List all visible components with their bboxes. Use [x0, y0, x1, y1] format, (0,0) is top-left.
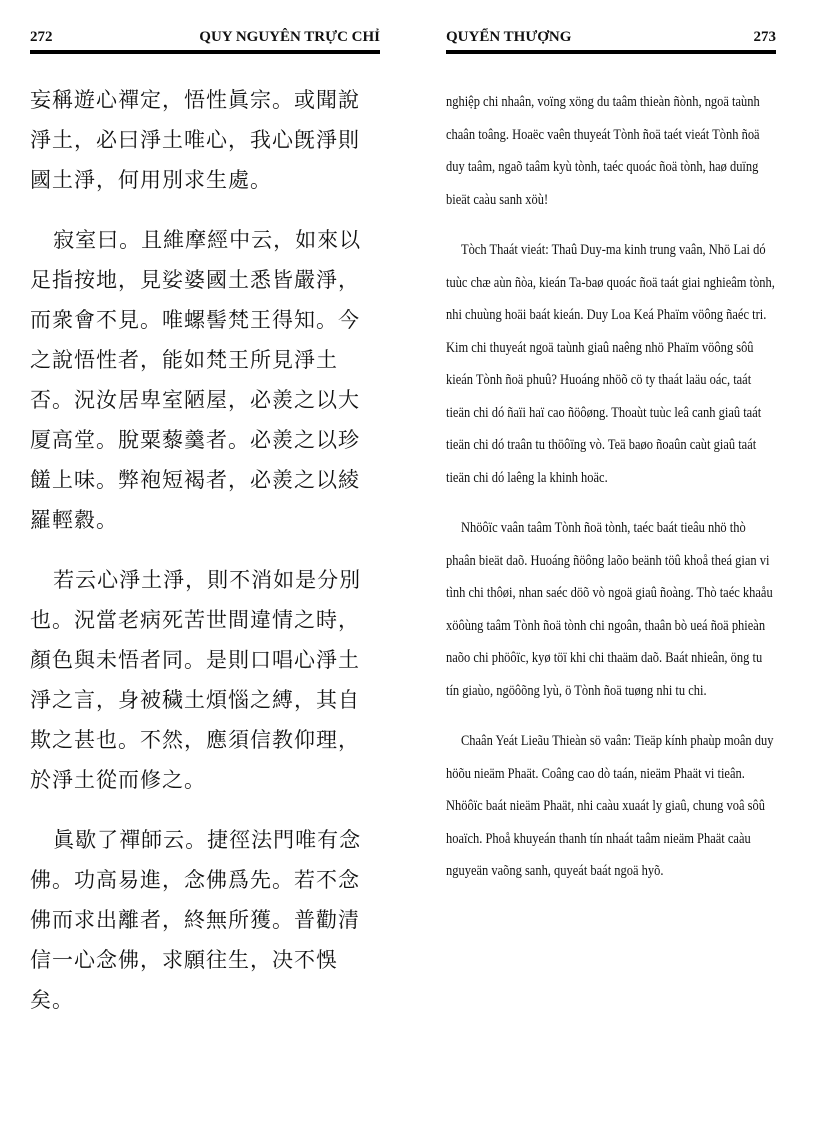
chinese-paragraph: 眞歇了禪師云。捷徑法門唯有念佛。功高易進，念佛爲先。若不念佛而求出離者，終無所獲。普勸清信一心念佛，求願往生，决不悞矣。 — [30, 828, 362, 1012]
chinese-paragraph: 妄稱遊心禪定，悟性眞宗。或聞說淨土，必曰淨土唯心，我心旣淨則國土淨，何用別求生處。 — [30, 88, 360, 192]
vietnamese-paragraph: Nhöôïc vaân taâm Tònh ñoä tònh, taéc baát tieâu nhö thò phaân bieät daõ. Huoáng ñöông laõo beänh töû khoå theá gian vi tình chi thôøi, nhan saéc döõ vò ngoä giaû ñoàng. Thò taéc khaåu xöôùng taâm Tònh ñoä tònh chi ngoân, thaân bò ueá ñoä phieàn naõo chi phöôïc, kyø töï khi chi thaäm daõ. Baát nhieân, öng tu tín giaùo, ngöôõng lyù, ö Tònh ñoä tuøng nhi tu chi. — [446, 520, 773, 699]
page-number: 272 — [30, 29, 53, 45]
chinese-paragraph: 若云心淨土淨，則不消如是分別也。況當老病死苦世間違情之時，顏色與未悟者同。是則口唱心淨土淨之言，身被穢土煩惱之縛，其自欺之甚也。不然，應須信教仰理，於淨土從而修之。 — [30, 568, 362, 792]
vietnamese-paragraph: Tòch Thaát vieát: Thaû Duy-ma kinh trung vaân, Nhö Lai dó tuùc chæ aùn ñòa, kieán Ta-baø quoác ñoä taát giai nghieâm tònh, nhi chuùng hoäi baát kieán. Duy Loa Keá Phaïm vöông ñaéc tri. Kim chi thuyeát ngoä taùnh giaû naêng nhö Phaïm vöông sôû kieán Tònh ñoä phuû? Huoáng nhöõ cö ty thaát laäu oác, taát tieän chi dó ñaïi haï cao ñöôøng. Thoaùt tuùc leâ canh giaû taát tieän chi dó traân tu thöôïng vò. Teä baøo ñoaûn caùt giaû taát tieän chi dó laêng la khinh hoäc. — [446, 242, 775, 486]
vietnamese-paragraph: nghiệp chi nhaân, voïng xöng du taâm thieàn ñònh, ngoä taùnh chaân toâng. Hoaëc vaên thuyeát Tònh ñoä taét vieát Tònh ñoä duy taâm, ngaõ taâm kyù tònh, taéc quoác ñoä tònh, haø duïng bieät caàu sanh xöù! — [446, 94, 760, 208]
left-page-header — [30, 26, 380, 54]
chinese-paragraph: 寂室曰。且維摩經中云，如來以足指按地，見娑婆國土悉皆嚴淨，而衆會不見。唯螺髻梵王得知。今之說悟性者，能如梵王所見淨土否。況汝居卑室陋屋，必羨之以大厦高堂。脫粟藜羹者。必羨之以珍饈上味。弊袍短褐者，必羨之以綾羅輕縠。 — [30, 228, 362, 532]
running-title: QUYỂN THƯỢNG — [446, 29, 572, 45]
page-number: 273 — [753, 29, 776, 45]
right-page — [408, 0, 816, 1123]
running-title: QUY NGUYÊN TRỰC CHỈ — [199, 29, 380, 45]
vietnamese-paragraph: Chaân Yeát Lieãu Thieàn sö vaân: Tieäp kính phaùp moân duy höõu nieäm Phaät. Coâng cao dò taán, nieäm Phaät vi tieân. Nhöôïc baát nieäm Phaät, nhi caàu xuaát ly giaû, chung voâ sôû hoaïch. Phoå khuyeán thanh tín nhaát taâm nieäm Phaät caàu nguyeän vaõng sanh, quyeát baát ngoä hyõ. — [446, 733, 774, 879]
right-page-header — [446, 26, 776, 54]
